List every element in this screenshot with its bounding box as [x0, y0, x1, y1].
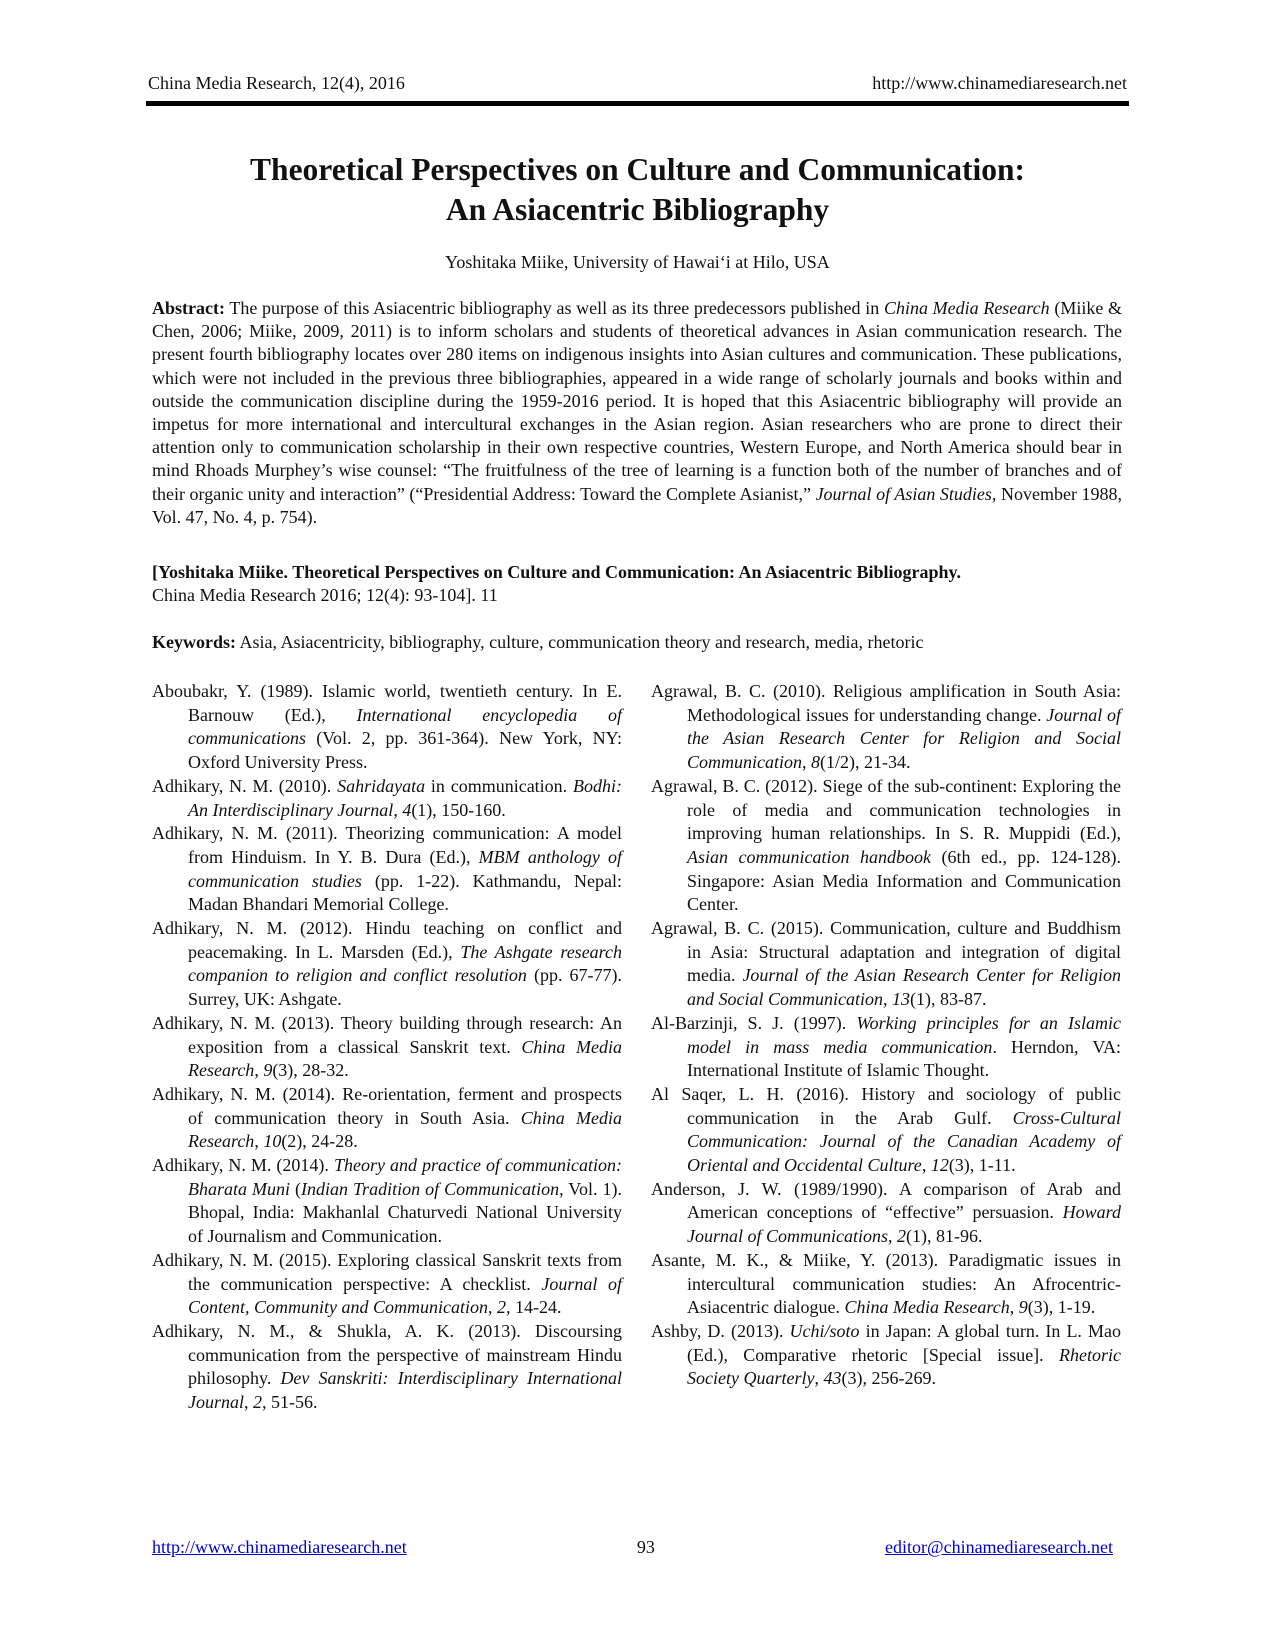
reference-italic-text: Uchi/soto	[789, 1320, 860, 1341]
reference-entry	[152, 1012, 622, 1083]
reference-text: Adhikary, N. M. (2015). Exploring classical Sanskrit texts from the communication perspective: A checklist.	[152, 1249, 622, 1294]
reference-text: Anderson, J. W. (1989/1990). A comparison of Arab and American conceptions of “effective” persuasion.	[651, 1178, 1121, 1223]
reference-entry	[651, 917, 1121, 1012]
reference-text: , 14-24.	[506, 1297, 562, 1318]
reference-entry	[651, 1083, 1121, 1178]
reference-text: Aboubakr, Y. (1989). Islamic world, twentieth century. In E. Barnouw (Ed.),	[152, 681, 622, 725]
reference-text: (pp. 67-77). Surrey, UK: Ashgate.	[188, 965, 622, 1010]
reference-entry	[651, 1320, 1121, 1391]
reference-entry	[152, 1320, 622, 1415]
page-number: 93	[636, 1537, 655, 1557]
reference-text: (6th ed., pp. 124-128). Singapore: Asian Media Information and Communication Center.	[687, 846, 1121, 915]
reference-text: , Vol. 1). Bhopal, India: Makhanlal Chaturvedi National University of Journalism and Communication.	[188, 1178, 622, 1247]
reference-entry	[152, 1083, 622, 1154]
reference-text: Adhikary, N. M. (2011). Theorizing communication: A model from Hinduism. In Y. B. Dura (Ed.),	[152, 823, 622, 867]
reference-text: ,	[883, 989, 892, 1010]
header-url: http://www.chinamediaresearch.net	[872, 73, 1127, 93]
reference-text: Adhikary, N. M. (2012). Hindu teaching on conflict and peacemaking. In L. Marsden (Ed.),	[152, 918, 622, 962]
reference-text: (3), 28-32.	[272, 1060, 349, 1081]
reference-text: ,	[244, 1392, 253, 1413]
reference-italic-text: Journal of the Asian Research Center for Religion and Social Communication	[687, 704, 1121, 773]
reference-text: Adhikary, N. M., & Shukla, A. K. (2013). Discoursing communication from the perspective of mainstream Hindu philosophy.	[152, 1320, 622, 1389]
reference-text: (3), 1-19.	[1027, 1297, 1096, 1318]
reference-italic-text: 2	[497, 1297, 506, 1318]
reference-text: Agrawal, B. C. (2015). Communication, culture and Buddhism in Asia: Structural adaptation and integration of digital media.	[651, 918, 1121, 986]
reference-text: (pp. 1-22). Kathmandu, Nepal: Madan Bhandari Memorial College.	[188, 870, 622, 915]
reference-italic-text: 4	[402, 799, 412, 820]
reference-entry	[152, 1154, 622, 1249]
reference-italic-text: MBM anthology of communication studies	[188, 846, 622, 891]
reference-italic-text: 2	[253, 1392, 262, 1413]
reference-text: (Vol. 2, pp. 361-364). New York, NY: Oxford University Press.	[188, 728, 622, 773]
reference-italic-text: Bodhi: An Interdisciplinary Journal	[188, 775, 622, 820]
reference-text: ,	[393, 799, 403, 820]
reference-text: ,	[921, 1155, 931, 1176]
reference-italic-text: Dev Sanskriti: Interdisciplinary International Journal	[188, 1368, 622, 1413]
reference-text: Ashby, D. (2013).	[651, 1320, 790, 1341]
running-head	[148, 73, 1127, 94]
references-left-column	[152, 680, 622, 1415]
reference-italic-text: 43	[823, 1368, 842, 1389]
reference-text: Adhikary, N. M. (2014).	[152, 1155, 334, 1176]
reference-entry	[651, 775, 1121, 917]
reference-text: ,	[802, 752, 811, 773]
reference-italic-text: Cross-Cultural Communication: Journal of the Canadian Academy of Oriental and Occidental Culture	[687, 1107, 1121, 1176]
reference-italic-text: 12	[930, 1155, 949, 1176]
title-line-1: Theoretical Perspectives on Culture and Communication:	[250, 152, 1025, 187]
reference-italic-text: Rhetoric Society Quarterly	[687, 1344, 1121, 1389]
reference-text: in communication.	[425, 775, 573, 796]
reference-entry	[152, 822, 622, 917]
reference-text: (3), 256-269.	[841, 1368, 936, 1389]
journal-issue: China Media Research, 12(4), 2016	[148, 73, 405, 93]
abstract	[152, 297, 1122, 529]
reference-text: (1), 83-87.	[910, 989, 987, 1010]
reference-italic-text: China Media Research	[188, 1107, 622, 1152]
citation-title: . Theoretical Perspectives on Culture and Communication: An Asiacentric Bibliography.	[283, 562, 962, 582]
reference-text: Adhikary, N. M. (2013). Theory building through research: An exposition from a classical Sanskrit text.	[152, 1012, 622, 1057]
reference-italic-text: 9	[1018, 1297, 1028, 1318]
keywords	[152, 632, 1122, 653]
reference-text: (3), 1-11.	[948, 1155, 1016, 1176]
abstract-source-journal: Journal of Asian Studies	[815, 483, 992, 504]
reference-italic-text: China Media Research	[844, 1297, 1010, 1318]
reference-text: ,	[254, 1060, 264, 1081]
footer-email-link[interactable]: editor@chinamediaresearch.net	[885, 1537, 1113, 1557]
reference-italic-text: Indian Tradition of Communication	[301, 1178, 560, 1199]
reference-italic-text: Working principles for an Islamic model in mass media communication	[687, 1012, 1121, 1057]
reference-text: ,	[254, 1131, 264, 1152]
reference-entry	[651, 680, 1121, 775]
page-footer	[152, 1537, 1113, 1558]
reference-italic-text: Sahridayata	[337, 775, 426, 796]
reference-entry	[651, 1178, 1121, 1249]
reference-italic-text: Journal of Content, Community and Communication	[188, 1273, 622, 1318]
abstract-journal: China Media Research	[883, 298, 1050, 318]
article-citation	[152, 561, 1122, 607]
abstract-text-1: The purpose of this Asiacentric bibliography as well as its three predecessors published in	[224, 298, 884, 318]
reference-italic-text: Theory and practice of communication: Bharata Muni	[188, 1155, 622, 1199]
reference-text: ,	[814, 1368, 824, 1389]
reference-italic-text: Journal of the Asian Research Center for Religion and Social Communication	[687, 965, 1122, 1010]
reference-text: , 51-56.	[262, 1392, 318, 1413]
reference-italic-text: Howard Journal of Communications	[687, 1202, 1121, 1247]
reference-text: ,	[888, 1226, 897, 1247]
reference-entry	[152, 775, 622, 822]
reference-text: in Japan: A global turn. In L. Mao (Ed.), Comparative rhetoric [Special issue].	[687, 1320, 1121, 1365]
reference-text: (1/2), 21-34.	[820, 752, 911, 773]
citation-source: China Media Research 2016; 12(4): 93-104]. 11	[152, 585, 498, 606]
abstract-label: Abstract:	[152, 298, 225, 318]
reference-text: Al Saqer, L. H. (2016). History and sociology of public communication in the Arab Gulf.	[651, 1083, 1121, 1128]
reference-entry	[152, 917, 622, 1012]
reference-italic-text: 9	[263, 1060, 273, 1081]
reference-text: Adhikary, N. M. (2014). Re-orientation, ferment and prospects of communication theory in South Asia.	[152, 1083, 622, 1128]
title-line-2: An Asiacentric Bibliography	[445, 192, 830, 227]
keywords-text: Asia, Asiacentricity, bibliography, culture, communication theory and research, media, rhetoric	[236, 632, 924, 652]
reference-text: (	[290, 1178, 302, 1199]
header-rule	[146, 101, 1129, 106]
abstract-text-2: (Miike & Chen, 2006; Miike, 2009, 2011) is to inform scholars and students of theoretical advances in Asian communication research. The present fourth bibliography locates over 280 items on indigenous insights into Asian cultures and communication. These publications, which were not included in the previous three bibliographies, appeared in a wide range of scholarly journals and books within and outside the communication discipline during the 1959-2016 period. It is hoped that this Asiacentric bibliography will provide an impetus for more international and intercultural exchanges in the Asian region. Asian researchers who are prone to direct their attention only to communication scholarship in their own respective countries, Western Europe, and North America should bear in mind Rhoads Murphey’s wise counsel: “The fruitfulness of the tree of learning is a function both of the number of branches and of their organic unity and interaction” (“Presidential Address: Toward the Complete Asianist,”	[152, 298, 1123, 504]
article-title	[146, 150, 1129, 230]
reference-text: Agrawal, B. C. (2010). Religious amplification in South Asia: Methodological issues for understanding change.	[651, 681, 1121, 725]
reference-entry	[651, 1012, 1121, 1083]
reference-text: . Herndon, VA: International Institute of Islamic Thought.	[687, 1036, 1122, 1081]
citation-author: [Yoshitaka Miike	[152, 562, 284, 582]
reference-italic-text: International encyclopedia of communications	[188, 704, 622, 749]
reference-text: Al-Barzinji, S. J. (1997).	[651, 1012, 857, 1033]
footer-url-link[interactable]: http://www.chinamediaresearch.net	[152, 1537, 407, 1557]
reference-text: Asante, M. K., & Miike, Y. (2013). Paradigmatic issues in intercultural communication studies: An Afrocentric-Asiacentric dialogue.	[651, 1249, 1121, 1318]
reference-entry	[651, 1249, 1121, 1320]
author-affiliation: Yoshitaka Miike, University of Hawai‘i at Hilo, USA	[445, 252, 830, 272]
reference-text: ,	[1009, 1297, 1019, 1318]
reference-text: Agrawal, B. C. (2012). Siege of the sub-continent: Exploring the role of media and communication technologies in improving human relationships. In S. R. Muppidi (Ed.),	[651, 775, 1121, 844]
reference-italic-text: 2	[897, 1226, 906, 1247]
reference-italic-text: 13	[892, 989, 910, 1010]
abstract-text-3: , November 1988, Vol. 47, No. 4, p. 754).	[152, 483, 1122, 527]
reference-italic-text: China Media Research	[188, 1036, 623, 1081]
reference-italic-text: The Ashgate research companion to religion and conflict resolution	[188, 941, 623, 986]
reference-text: ,	[488, 1297, 497, 1318]
reference-text: Adhikary, N. M. (2010).	[152, 775, 338, 796]
reference-text: (1), 150-160.	[411, 799, 506, 820]
reference-italic-text: 10	[263, 1131, 282, 1152]
reference-italic-text: 8	[811, 752, 820, 773]
references-right-column	[651, 680, 1121, 1391]
reference-italic-text: Asian communication handbook	[687, 846, 931, 867]
reference-entry	[152, 680, 622, 775]
reference-text: (2), 24-28.	[281, 1131, 358, 1152]
reference-entry	[152, 1249, 622, 1320]
reference-text: (1), 81-96.	[906, 1226, 983, 1247]
keywords-label: Keywords:	[152, 632, 236, 652]
